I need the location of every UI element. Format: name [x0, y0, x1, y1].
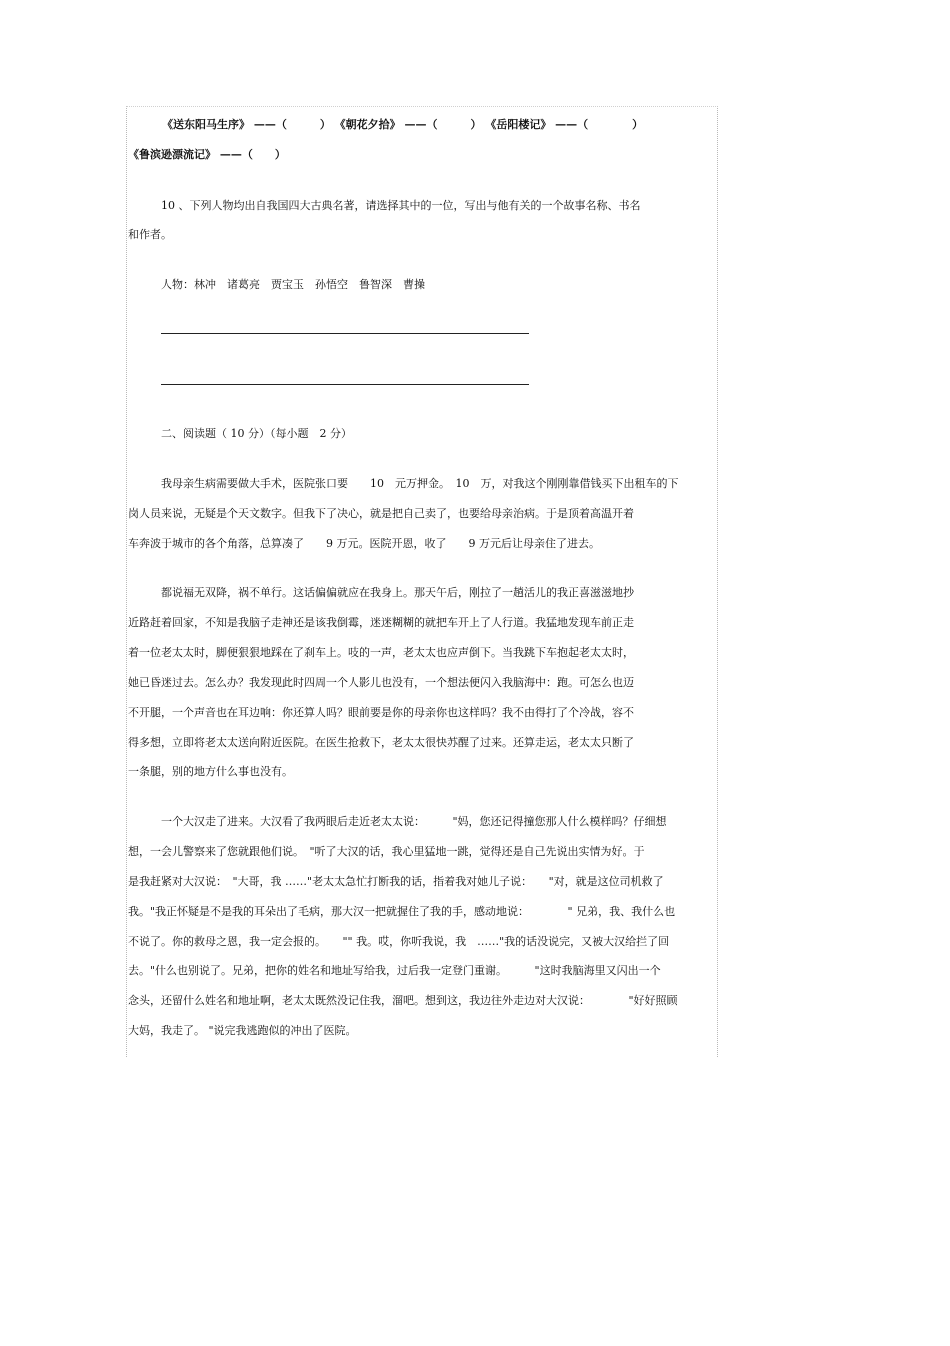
passage-p2-line: 近路赶着回家，不知是我脑子走神还是该我倒霉，迷迷糊糊的就把车开上了人行道。我猛地发现车前正走 — [128, 616, 634, 629]
passage-p2-line: 都说福无双降，祸不单行。这话偏偏就应在我身上。那天午后，刚拉了一趟活儿的我正喜滋滋地抄 — [161, 586, 634, 599]
passage-p2-line: 她已昏迷过去。怎么办？我发现此时四周一个人影儿也没有，一个想法便闪入我脑海中：跑。可怎么也迈 — [128, 676, 634, 689]
answer-line-1[interactable] — [161, 333, 529, 334]
passage-p3-line: 想，一会儿警察来了您就跟他们说。 "听了大汉的话，我心里猛地一跳，觉得还是自己先说出实情为好。于 — [128, 845, 645, 858]
passage-p1-line: 岗人员来说，无疑是个天文数字。但我下了决心，就是把自己卖了，也要给母亲治病。于是顶着高温开着 — [128, 507, 634, 520]
passage-p3-line: 去。"什么也别说了。兄弟，把你的姓名和地址写给我，过后我一定登门重谢。 "这时我脑海里又闪出一个 — [128, 964, 661, 977]
section-2-heading: 二、阅读题（ 10 分）（每小题 2 分） — [161, 427, 352, 440]
question-10-line-2: 和作者。 — [128, 228, 172, 241]
answer-line-2[interactable] — [161, 384, 529, 385]
passage-p3-line: 大妈，我走了。 "说完我逃跑似的冲出了医院。 — [128, 1024, 357, 1037]
passage-p2-line: 得多想，立即将老太太送向附近医院。在医生抢救下，老太太很快苏醒了过来。还算走运，老太太只断了 — [128, 736, 634, 749]
passage-p3-line: 是我赶紧对大汉说： "大哥，我 ……"老太太急忙打断我的话，指着我对她儿子说： "对，就是这位司机救了 — [128, 875, 664, 888]
passage-p3-line: 不说了。你的救母之恩，我一定会报的。 "" 我。哎，你听我说，我 ……"我的话没说完，又被大汉给拦了回 — [128, 935, 670, 948]
passage-p2-line: 不开腿，一个声音也在耳边响：你还算人吗？眼前要是你的母亲你也这样吗？我不由得打了个冷战，容不 — [128, 706, 634, 719]
fill-in-line-2: 《鲁滨逊漂流记》 ——（ ） — [128, 148, 286, 161]
fill-in-line-1: 《送东阳马生序》 ——（ ） 《朝花夕拾》 ——（ ） 《岳阳楼记》 ——（ ） — [162, 118, 644, 131]
passage-p3-line: 我。"我正怀疑是不是我的耳朵出了毛病，那大汉一把就握住了我的手，感动地说： " 兄弟，我、我什么也 — [128, 905, 676, 918]
passage-p3-line: 念头，还留什么姓名和地址啊，老太太既然没记住我，溜吧。想到这，我边往外走边对大汉说： "好好照顾 — [128, 994, 678, 1007]
passage-p1-line: 我母亲生病需要做大手术，医院张口要 10 元万押金。 10 万，对我这个刚刚靠借钱买下出租车的下 — [161, 477, 679, 490]
question-10-line-1: 10 、下列人物均出自我国四大古典名著，请选择其中的一位，写出与他有关的一个故事名称、书名 — [161, 199, 641, 212]
passage-p1-line: 车奔波于城市的各个角落，总算凑了 9 万元。医院开恩，收了 9 万元后让母亲住了进去。 — [128, 537, 600, 550]
passage-p2-line: 着一位老太太时，脚便狠狠地踩在了刹车上。吱的一声，老太太也应声倒下。当我跳下车抱起老太太时， — [128, 646, 634, 659]
passage-p2-line: 一条腿，别的地方什么事也没有。 — [128, 765, 293, 778]
passage-p3-line: 一个大汉走了进来。大汉看了我两眼后走近老太太说： "妈，您还记得撞您那人什么模样吗？仔细想 — [161, 815, 667, 828]
question-10-characters: 人物：林冲 诸葛亮 贾宝玉 孙悟空 鲁智深 曹操 — [161, 278, 425, 291]
